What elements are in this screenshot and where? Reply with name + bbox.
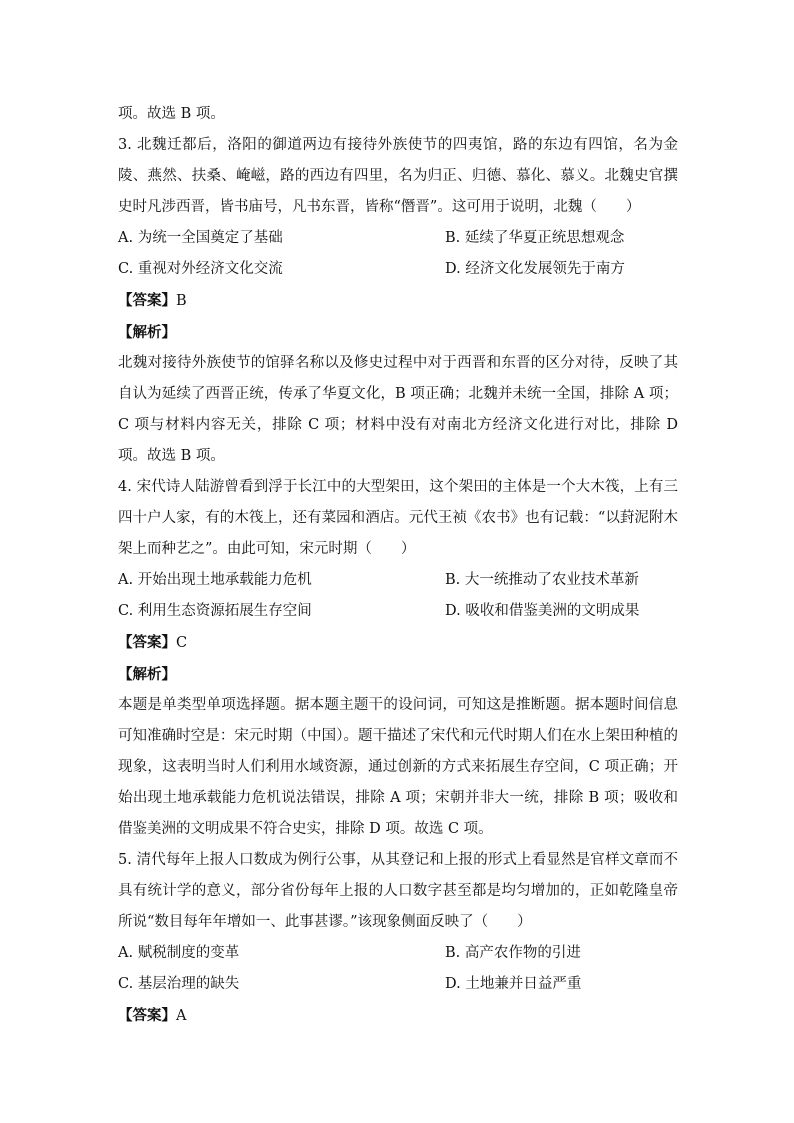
- question-3-answer: [118, 285, 678, 317]
- question-3-options: [118, 223, 678, 285]
- answer-label: 【答案】: [118, 634, 176, 651]
- q4-option-c: C. 利用生态资源拓展生存空间: [118, 603, 312, 619]
- answer-value: A: [176, 1008, 187, 1024]
- q4-option-d: D. 吸收和借鉴美洲的文明成果: [445, 603, 640, 619]
- question-4-stem: 4. 宋代诗人陆游曾看到浮于长江中的大型架田，这个架田的主体是一个大木筏，上有三四十户人家，有的木筏上，还有菜园和酒店。元代王祯《农书》也有记载：“以葑泥附木架上而种艺之”。由此可知，宋元时期（ ）: [118, 479, 678, 557]
- q3-option-c: C. 重视对外经济文化交流: [118, 261, 283, 277]
- q3-option-a: A. 为统一全国奠定了基础: [118, 230, 283, 246]
- question-4-analysis: 本题是单类型单项选择题。据本题主题干的设问词，可知这是推断题。据本题时间信息可知准确时空是：宋元时期（中国）。题干描述了宋代和元代时期人们在水上架田种植的现象，这表明当时人们利用水域资源，通过创新的方式来拓展生存空间，C 项正确；开始出现土地承载能力危机说法错误，排除 A 项；宋朝并非大一统，排除 B 项；吸收和借鉴美洲的文明成果不符合史实，排除 D 项。故选 C 项。: [118, 697, 678, 837]
- q3-option-b: B. 延续了华夏正统思想观念: [445, 230, 625, 246]
- q5-option-c: C. 基层治理的缺失: [118, 976, 240, 992]
- question-3-stem: 3. 北魏迁都后，洛阳的御道两边有接待外族使节的四夷馆，路的东边有四馆，名为金陵、燕然、扶桑、崦嵫，路的西边有四里，名为归正、归德、慕化、慕义。北魏史官撰史时凡涉西晋，皆书庙号，凡书东晋，皆称“僭晋”。这可用于说明，北魏（ ）: [118, 137, 678, 215]
- page-content: [118, 99, 678, 1032]
- answer-value: C: [176, 635, 188, 651]
- question-5-options: [118, 938, 678, 1000]
- previous-answer-tail: 项。故选 B 项。: [118, 106, 225, 122]
- q3-option-d: D. 经济文化发展领先于南方: [445, 261, 625, 277]
- question-4-answer: [118, 627, 678, 659]
- question-5-stem: 5. 清代每年上报人口数成为例行公事，从其登记和上报的形式上看显然是官样文章而不具有统计学的意义，部分省份每年上报的人口数字甚至都是均匀增加的，正如乾隆皇帝所说“数目每年年增如一、此事甚谬。”该现象侧面反映了（ ）: [118, 852, 678, 930]
- answer-label: 【答案】: [118, 1007, 176, 1024]
- q5-option-a: A. 赋税制度的变革: [118, 945, 240, 961]
- answer-label: 【答案】: [118, 292, 176, 309]
- q4-option-b: B. 大一统推动了农业技术革新: [445, 572, 639, 588]
- question-4-analysis-label: 【解析】: [118, 666, 176, 683]
- question-3-analysis-label: 【解析】: [118, 324, 176, 341]
- answer-value: B: [176, 293, 187, 309]
- question-5-answer: [118, 1000, 678, 1032]
- question-3-analysis: 北魏对接待外族使节的馆驿名称以及修史过程中对于西晋和东晋的区分对待，反映了其自认为延续了西晋正统，传承了华夏文化，B 项正确；北魏并未统一全国，排除 A 项；C 项与材料内容无关，排除 C 项；材料中没有对南北方经济文化进行对比，排除 D 项。故选 B 项。: [118, 355, 678, 464]
- q5-option-b: B. 高产农作物的引进: [445, 945, 581, 961]
- q4-option-a: A. 开始出现土地承载能力危机: [118, 572, 312, 588]
- q5-option-d: D. 土地兼并日益严重: [445, 976, 582, 992]
- question-4-options: [118, 565, 678, 627]
